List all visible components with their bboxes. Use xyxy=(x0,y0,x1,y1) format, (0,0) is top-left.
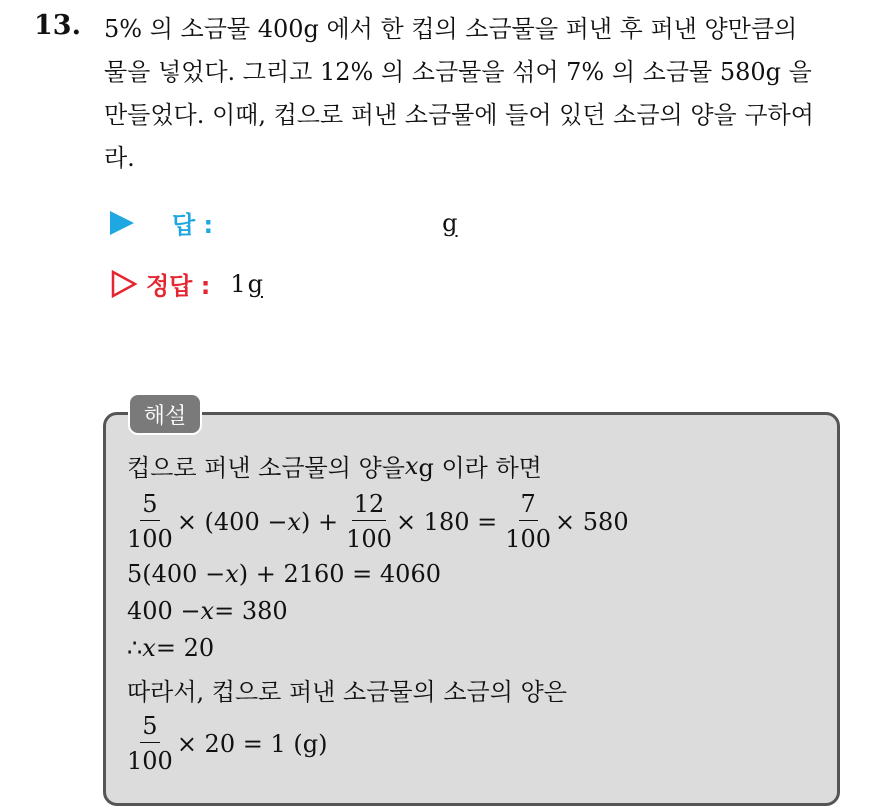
solution-line-6: 따라서, 컵으로 퍼낸 소금물의 소금의 양은 xyxy=(127,678,567,706)
question-line: 라. xyxy=(104,144,135,172)
fraction: $\frac{7}{100}$ xyxy=(505,490,552,553)
correct-answer-value xyxy=(230,270,263,298)
outline-triangle-icon xyxy=(110,269,138,299)
solution-equation-2: 5(400 − x ) + 2160 = 4060 xyxy=(127,560,441,588)
fraction: $\frac{5}{100}$ xyxy=(127,490,173,553)
correct-answer-unit: g xyxy=(247,269,263,298)
fraction: $\frac{12}{100}$ xyxy=(346,490,392,553)
solution-equation-5: $\frac{5}{100}$ × 20 = 1 (g) xyxy=(127,712,328,775)
question-text xyxy=(104,8,864,180)
solution-equation-1: $\frac{5}{100}$ × (400 − x ) + $\frac{12}{100}$ × 180 = $\frac{7}{100}$ × 580 xyxy=(127,490,629,553)
question-line: 물을 넣었다. 그리고 12% 의 소금물을 섞어 7% 의 소금물 580g 을 xyxy=(104,58,812,86)
answer-label: 답 : xyxy=(172,211,214,239)
correct-answer-row xyxy=(110,266,263,301)
answer-unit: g xyxy=(442,208,458,237)
question-line: 5% 의 소금물 400g 에서 한 컵의 소금물을 퍼낸 후 퍼낸 양만큼의 xyxy=(104,15,798,43)
question-line: 만들었다. 이때, 컵으로 퍼낸 소금물에 들어 있던 소금의 양을 구하여 xyxy=(104,101,814,129)
fraction: $\frac{5}{100}$ xyxy=(127,712,173,775)
solution-line-1 xyxy=(127,448,542,483)
correct-answer-number: 1 xyxy=(230,269,246,298)
solution-equation-4: ∴ x = 20 xyxy=(127,634,215,662)
play-triangle-icon xyxy=(110,211,134,235)
answer-row xyxy=(110,205,458,240)
question-number: 13. xyxy=(34,10,81,41)
solution-tab: 해설 xyxy=(128,393,202,435)
solution-equation-3: 400 − x = 380 xyxy=(127,597,288,625)
correct-answer-label: 정답 : xyxy=(146,272,211,300)
variable-x: x xyxy=(404,451,419,480)
solution-text: 컵으로 퍼낸 소금물의 양을 xyxy=(127,454,405,482)
solution-text: g 이라 하면 xyxy=(418,454,542,482)
answer-input[interactable] xyxy=(237,213,442,232)
